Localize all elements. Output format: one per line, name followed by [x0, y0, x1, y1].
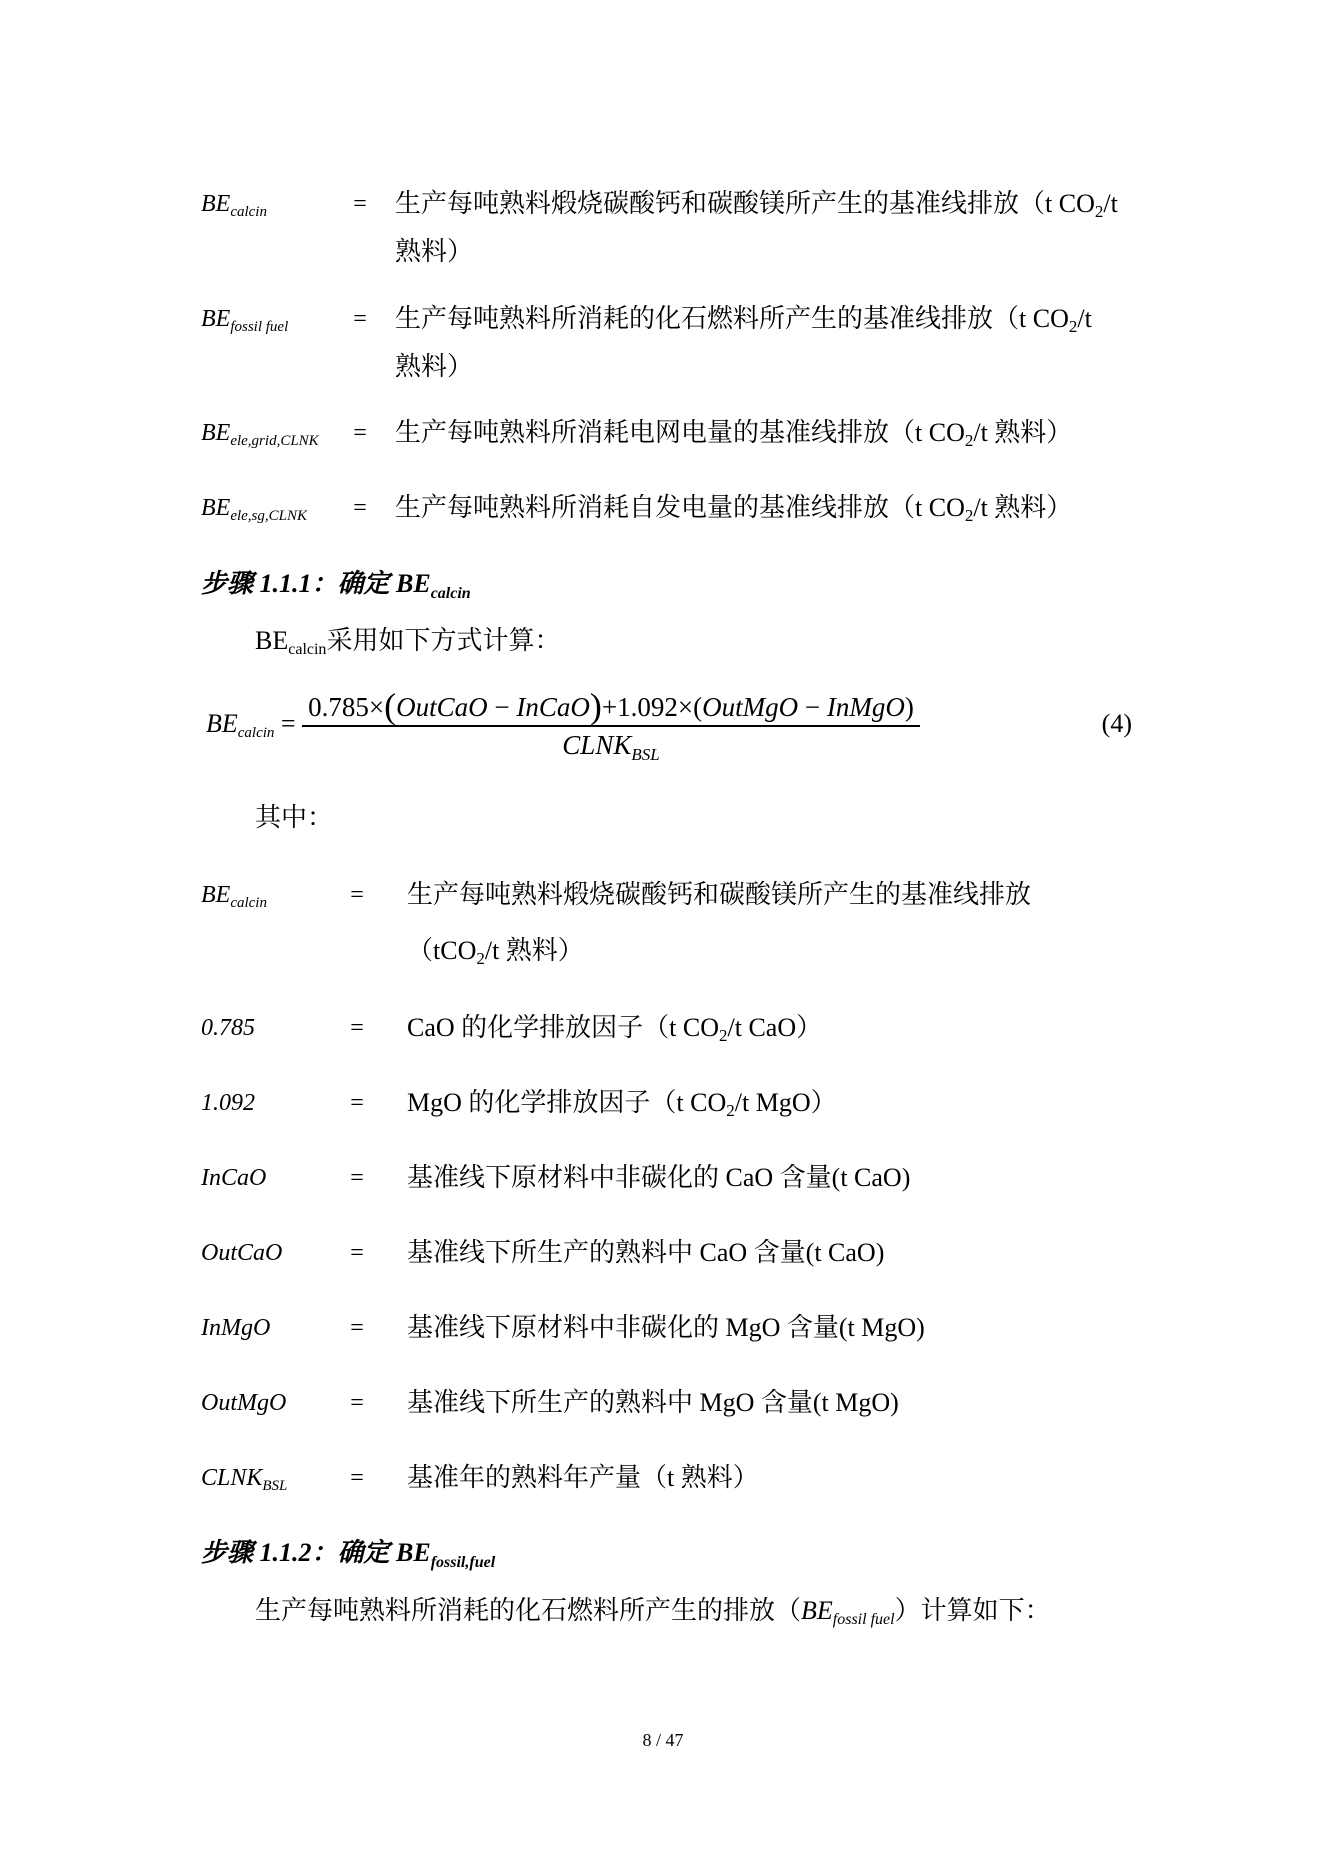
symbol-base: BE	[201, 882, 231, 908]
intro-text: 采用如下方式计算：	[326, 626, 561, 655]
equation-lhs-subscript: calcin	[237, 725, 275, 741]
definition-description	[407, 867, 1031, 987]
co2-subscript: 2	[726, 1101, 735, 1120]
definition-row-0-785	[0, 1008, 1323, 1048]
symbol-subscript: fossil fuel	[230, 319, 289, 335]
definition-description: 基准线下原材料中非碳化的 MgO 含量(t MgO)	[407, 1313, 925, 1342]
definition-description	[407, 1008, 822, 1056]
description-text: 熟料）	[395, 237, 474, 266]
intro-paragraph	[255, 621, 560, 670]
definition-description: 基准年的熟料年产量（t 熟料）	[407, 1463, 759, 1492]
definition-row-1-092	[0, 1083, 1323, 1123]
equals-sign: =	[353, 420, 367, 446]
definition-symbol	[201, 413, 319, 461]
definition-symbol: InCaO	[201, 1165, 267, 1191]
co2-subscript: 2	[1094, 202, 1104, 221]
equals-sign: =	[350, 1015, 364, 1041]
equals-sign: =	[350, 1390, 364, 1416]
description-text: /t	[1103, 189, 1118, 218]
description-text: MgO 的化学排放因子（t CO	[407, 1088, 727, 1117]
definition-symbol: OutMgO	[201, 1390, 287, 1416]
where-label: 其中：	[255, 803, 334, 832]
paragraph-symbol: BE	[801, 1596, 833, 1625]
equals-sign: =	[350, 882, 364, 908]
page-number: 8 / 47	[642, 1730, 684, 1750]
equation-number: (4)	[1101, 709, 1132, 738]
symbol-subscript: calcin	[230, 204, 267, 220]
paragraph-text: 生产每吨熟料所消耗的化石燃料所产生的排放（	[255, 1596, 802, 1625]
heading-text: 步骤 1.1.2：确定 BE	[201, 1538, 431, 1567]
heading-subscript: fossil,fuel	[430, 1554, 496, 1571]
open-paren: (	[693, 692, 703, 722]
definition-description	[407, 1083, 837, 1131]
minus-sign: −	[798, 692, 827, 722]
symbol-base: BE	[201, 420, 231, 446]
definition-symbol	[201, 867, 267, 931]
equation-denominator	[302, 727, 920, 773]
symbol-base: BE	[201, 306, 231, 332]
equation-lhs-symbol: BE	[206, 709, 238, 738]
definition-symbol: InMgO	[201, 1315, 271, 1341]
var-outmgo: OutMgO	[702, 692, 799, 722]
definition-row-be-fossil-fuel	[0, 299, 1323, 381]
symbol-base: BE	[201, 191, 231, 217]
definition-row-be-ele-grid	[0, 413, 1323, 453]
definition-description: 基准线下所生产的熟料中 CaO 含量(t CaO)	[407, 1238, 885, 1267]
definition-row-inmgo	[0, 1308, 1323, 1348]
description-text: /t 熟料）	[973, 493, 1073, 522]
co2-subscript: 2	[719, 1026, 728, 1045]
equals-sign: =	[350, 1240, 364, 1266]
coefficient-cao: 0.785×	[308, 692, 385, 722]
open-paren: (	[384, 686, 397, 726]
definition-description	[395, 184, 1118, 272]
definition-row-outmgo	[0, 1383, 1323, 1423]
equation-equals: =	[280, 709, 296, 738]
var-incao: InCaO	[516, 692, 590, 722]
definition-symbol: 1.092	[201, 1090, 255, 1116]
section-heading-step-1-1-2	[201, 1533, 495, 1583]
coefficient-mgo: +1.092×	[601, 692, 694, 722]
var-outcao: OutCaO	[396, 692, 488, 722]
description-text: 熟料）	[395, 352, 474, 381]
intro-symbol: BE	[255, 626, 289, 655]
definition-description	[395, 488, 1072, 536]
definition-symbol: 0.785	[201, 1015, 255, 1041]
description-text: /t 熟料）	[484, 936, 584, 965]
var-clnk-subscript: BSL	[631, 745, 660, 764]
section-heading-step-1-1-1	[201, 564, 471, 614]
description-text: /t	[1077, 304, 1092, 333]
description-text: /t MgO）	[734, 1088, 837, 1117]
intro-symbol-subscript: calcin	[288, 641, 327, 658]
heading-text: 步骤 1.1.1：确定 BE	[201, 569, 431, 598]
definition-row-clnk-bsl	[0, 1458, 1323, 1498]
description-text: 生产每吨熟料所消耗的化石燃料所产生的基准线排放（t CO	[395, 304, 1069, 333]
equation-fraction	[302, 688, 920, 773]
definition-symbol	[201, 299, 288, 347]
description-text: CaO 的化学排放因子（t CO	[407, 1013, 720, 1042]
definition-description: 基准线下所生产的熟料中 MgO 含量(t MgO)	[407, 1388, 899, 1417]
description-text: 生产每吨熟料所消耗自发电量的基准线排放（t CO	[395, 493, 965, 522]
paragraph-symbol-subscript: fossil fuel	[832, 1611, 895, 1628]
definition-row-be-calcin	[0, 867, 1323, 979]
equals-sign: =	[350, 1465, 364, 1491]
equals-sign: =	[350, 1090, 364, 1116]
definition-description	[395, 299, 1092, 387]
description-text: 生产每吨熟料煅烧碳酸钙和碳酸镁所产生的基准线排放	[407, 880, 1032, 909]
minus-sign: −	[487, 692, 517, 722]
definition-description: 基准线下原材料中非碳化的 CaO 含量(t CaO)	[407, 1163, 911, 1192]
equals-sign: =	[350, 1315, 364, 1341]
definition-symbol	[201, 1458, 287, 1506]
var-clnk: CLNK	[562, 730, 632, 760]
equals-sign: =	[353, 306, 367, 332]
co2-subscript: 2	[964, 431, 974, 450]
definition-description	[395, 413, 1072, 461]
equation-lhs	[206, 704, 296, 753]
co2-subscript: 2	[476, 949, 485, 968]
equals-sign: =	[350, 1165, 364, 1191]
co2-subscript: 2	[964, 506, 974, 525]
description-text: /t 熟料）	[973, 418, 1073, 447]
close-paren: )	[589, 686, 602, 726]
close-paren: )	[904, 692, 914, 722]
fossil-fuel-paragraph	[255, 1591, 1051, 1640]
equals-sign: =	[353, 191, 367, 217]
definition-symbol: OutCaO	[201, 1240, 283, 1266]
symbol-subscript: ele,grid,CLNK	[230, 433, 319, 449]
description-text: /t CaO）	[727, 1013, 823, 1042]
symbol-base: BE	[201, 495, 231, 521]
definition-row-be-ele-sg	[0, 488, 1323, 528]
definition-row-incao	[0, 1158, 1323, 1198]
equation-numerator	[302, 688, 920, 725]
description-text: 生产每吨熟料所消耗电网电量的基准线排放（t CO	[395, 418, 965, 447]
paragraph-text: ）计算如下：	[894, 1596, 1051, 1625]
co2-subscript: 2	[1068, 317, 1078, 336]
definition-row-outcao	[0, 1233, 1323, 1273]
definition-row-be-calcin	[0, 184, 1323, 266]
equals-sign: =	[353, 495, 367, 521]
heading-subscript: calcin	[430, 585, 471, 602]
symbol-base: CLNK	[201, 1465, 263, 1491]
symbol-subscript: BSL	[262, 1478, 288, 1494]
var-inmgo: InMgO	[826, 692, 905, 722]
definition-symbol	[201, 184, 267, 232]
symbol-subscript: calcin	[230, 895, 267, 911]
description-text: 生产每吨熟料煅烧碳酸钙和碳酸镁所产生的基准线排放（t CO	[395, 189, 1095, 218]
description-text: （tCO	[407, 936, 477, 965]
definition-symbol	[201, 488, 307, 536]
symbol-subscript: ele,sg,CLNK	[230, 508, 308, 524]
